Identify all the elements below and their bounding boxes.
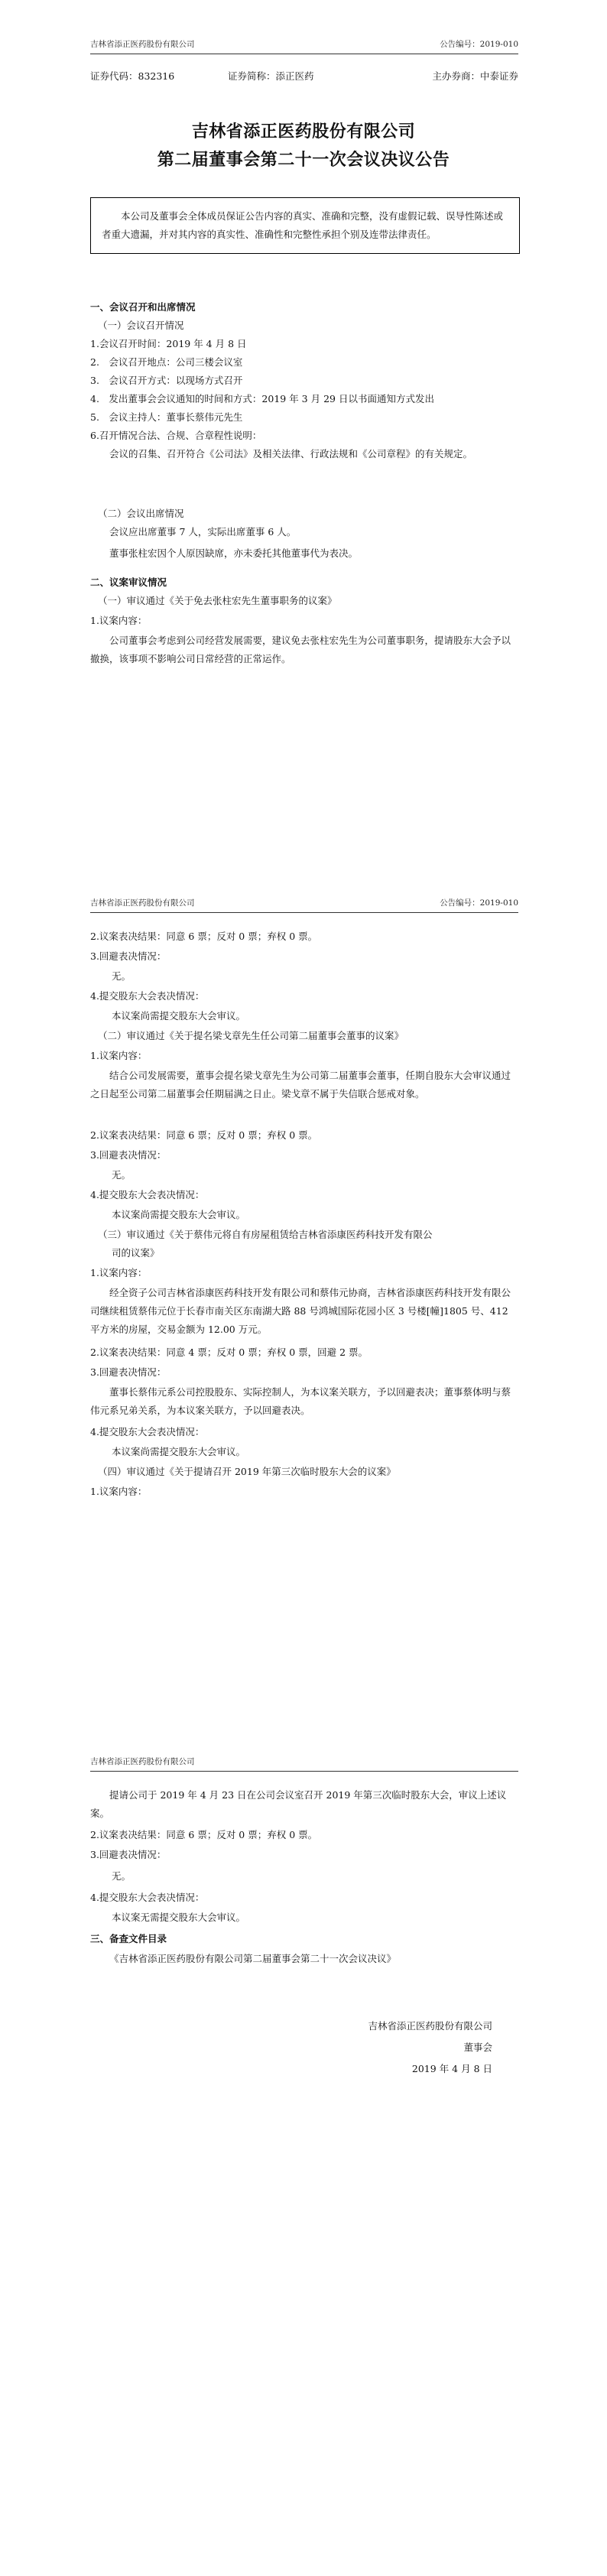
compliance-label: 6.召开情况合法、合规、合章程性说明： [90,430,262,441]
motion-2-title: （二）审议通过《关于提名梁戈章先生任公司第二届董事会董事的议案》 [98,1030,404,1041]
signature-date: 2019 年 4 月 8 日 [411,2063,492,2074]
motion-4-content: 提请公司于 2019 年 4 月 23 日在公司会议室召开 2019 年第三次临时股东大会，审议上述议案。 [90,1789,507,1819]
reference-document: 《吉林省添正医药股份有限公司第二届董事会第二十一次会议决议》 [109,1953,397,1964]
meeting-method: 3. 会议召开方式：以现场方式召开 [90,375,243,386]
motion-2-vote: 2.议案表决结果：同意 6 票；反对 0 票；弃权 0 票。 [90,1129,318,1141]
motion-3-submit-label: 4.提交股东大会表决情况： [90,1426,205,1437]
section-1-sub1: （一）会议召开情况 [98,320,184,331]
page-2 [0,859,607,1717]
motion-1-title: （一）审议通过《关于免去张柱宏先生董事职务的议案》 [98,595,337,606]
motion-3-submit: 本议案尚需提交股东大会审议。 [112,1446,246,1457]
securities-broker: 主办券商：中泰证券 [432,70,518,82]
motion-3-title-cont: 司的议案》 [112,1247,160,1259]
notice-time: 4. 发出董事会会议通知的时间和方式：2019 年 3 月 29 日以书面通知方式发出 [90,393,434,404]
motion-3-content-label: 1.议案内容： [90,1267,148,1278]
section-3-heading: 三、备查文件目录 [90,1933,167,1944]
motion-4-submit-label: 4.提交股东大会表决情况： [90,1892,205,1903]
header-company: 吉林省添正医药股份有限公司 [90,1757,195,1766]
meeting-host: 5. 会议主持人：董事长蔡伟元先生 [90,411,243,423]
motion-4-submit: 本议案无需提交股东大会审议。 [112,1912,246,1923]
title-company: 吉林省添正医药股份有限公司 [191,122,416,141]
section-2-heading: 二、议案审议情况 [90,577,167,588]
motion-2-content: 结合公司发展需要，董事会提名梁戈章先生为公司第二届董事会董事，任期自股东大会审议通过之日起至公司第二届董事会任期届满之日止。梁戈章不属于失信联合惩戒对象。 [90,1070,511,1100]
motion-4-vote: 2.议案表决结果：同意 6 票；反对 0 票；弃权 0 票。 [90,1829,318,1840]
absent-text: 董事张柱宏因个人原因缺席，亦未委托其他董事代为表决。 [109,547,359,559]
attendance-text: 会议应出席董事 7 人，实际出席董事 6 人。 [109,526,297,538]
page-1 [0,0,607,859]
motion-2-recusal-label: 3.回避表决情况： [90,1149,167,1161]
compliance-text: 会议的召集、召开符合《公司法》及相关法律、行政法规和《公司章程》的有关规定。 [109,448,473,460]
header-divider [90,912,518,913]
motion-3-recusal: 董事长蔡伟元系公司控股股东、实际控制人，为本议案关联方，予以回避表决；董事蔡体明与蔡伟元系兄弟关系，为本议案关联方，予以回避表决。 [90,1386,511,1416]
header-notice-no: 公告编号：2019-010 [440,898,518,908]
signature-board: 董事会 [463,2042,492,2053]
motion-1-recusal-label: 3.回避表决情况： [90,950,167,962]
header-divider [90,1771,518,1772]
motion-2-content-label: 1.议案内容： [90,1050,148,1061]
motion-2-submit: 本议案尚需提交股东大会审议。 [112,1209,246,1220]
motion-1-content-label: 1.议案内容： [90,615,148,626]
motion-3-title: （三）审议通过《关于蔡伟元将自有房屋租赁给吉林省添康医药科技开发有限公 [98,1229,433,1240]
securities-abbr: 证券简称：添正医药 [228,70,314,82]
page-3 [0,1717,607,2576]
motion-3-recusal-label: 3.回避表决情况： [90,1366,167,1378]
motion-3-content: 经全资子公司吉林省添康医药科技开发有限公司和蔡伟元协商，吉林省添康医药科技开发有限公司继续租赁蔡伟元位于长春市南关区东南湖大路 88 号鸿城国际花园小区 3 号楼[幢]1805 号、412 平方米的房屋，交易金额为 12.00 万元。 [90,1287,511,1335]
motion-2-submit-label: 4.提交股东大会表决情况： [90,1189,205,1200]
signature-company: 吉林省添正医药股份有限公司 [368,2020,492,2032]
meeting-time: 1.会议召开时间：2019 年 4 月 8 日 [90,338,247,349]
motion-4-title: （四）审议通过《关于提请召开 2019 年第三次临时股东大会的议案》 [98,1466,396,1477]
motion-1-submit: 本议案尚需提交股东大会审议。 [112,1010,246,1022]
section-1-sub2: （二）会议出席情况 [98,508,184,519]
motion-4-content-label: 1.议案内容： [90,1486,148,1497]
page-title: 第二届董事会第二十一次会议决议公告 [157,150,450,170]
motion-4-recusal: 无。 [112,1870,131,1882]
motion-4-recusal-label: 3.回避表决情况： [90,1849,167,1860]
meeting-place: 2. 会议召开地点：公司三楼会议室 [90,356,243,368]
motion-1-submit-label: 4.提交股东大会表决情况： [90,990,205,1002]
motion-1-recusal: 无。 [112,970,131,982]
motion-1-content: 公司董事会考虑到公司经营发展需要，建议免去张柱宏先生为公司董事职务，提请股东大会予以撤换，该事项不影响公司日常经营的正常运作。 [90,635,511,664]
header-company: 吉林省添正医药股份有限公司 [90,898,195,908]
motion-3-vote: 2.议案表决结果：同意 4 票；反对 0 票；弃权 0 票，回避 2 票。 [90,1346,368,1358]
header-company: 吉林省添正医药股份有限公司 [90,40,195,49]
section-1-heading: 一、会议召开和出席情况 [90,301,196,313]
header-notice-no: 公告编号：2019-010 [440,40,518,49]
motion-1-vote: 2.议案表决结果：同意 6 票；反对 0 票；弃权 0 票。 [90,931,318,942]
motion-2-recusal: 无。 [112,1169,131,1181]
disclaimer-box: 本公司及董事会全体成员保证公告内容的真实、准确和完整，没有虚假记载、误导性陈述或者重大遗漏，并对其内容的真实性、准确性和完整性承担个别及连带法律责任。 [90,197,520,254]
securities-code: 证券代码：832316 [90,70,175,82]
